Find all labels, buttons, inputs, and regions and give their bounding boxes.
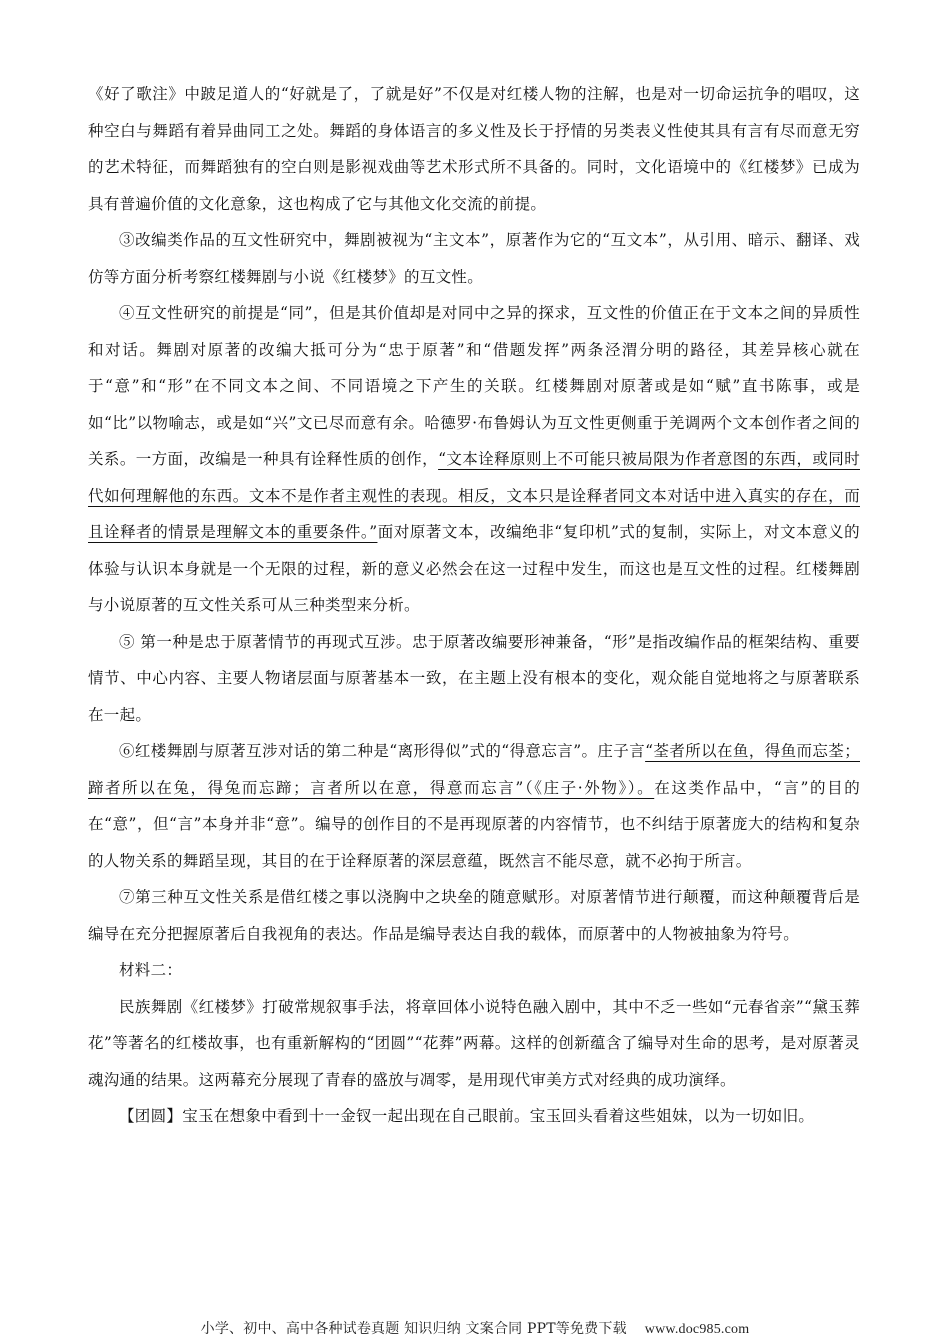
paragraph-3-text-b: 面对原著文本，改编绝非“复印机”式的复制，实际上，对文本意义的体验与认识本身就是一个无限的过程，新的意义必然会在这一过程中发生，而这也是互文性的过程。红楼舞剧与小说原著的互文性关系可从三种类型来分析。 <box>88 523 860 614</box>
paragraph-material-two <box>88 989 860 1099</box>
paragraph-7-third-type <box>88 879 860 952</box>
page-footer <box>0 1318 950 1338</box>
paragraph-3-text-a: ④互文性研究的前提是“同”，但是其价值却是对同中之异的探求，互文性的价值正在于文本之间的异质性和对话。舞剧对原著的改编大抵可分为“忠于原著”和“借题发挥”两条泾渭分明的路径，其差异核心就在于“意”和“形”在不同文本之间、不同语境之下产生的关联。红楼舞剧对原著或是如“赋”直书陈事，或是如“比”以物喻志，或是如“兴”文已尽而意有余。哈德罗·布鲁姆认为互文性更侧重于羌调两个文本创作者之间的关系。一方面，改编是一种具有诠释性质的创作， <box>88 304 860 468</box>
paragraph-4-text: ⑤ 第一种是忠于原著情节的再现式互涉。忠于原著改编要形神兼备，“形”是指改编作品的框架结构、重要情节、中心内容、主要人物诸层面与原著基本一致，在主题上没有根本的变化，观众能自觉地将之与原著联系在一起。 <box>88 632 860 724</box>
paragraph-2-text: ③改编类作品的互文性研究中，舞剧被视为“主文本”，原著作为它的“互文本”，从引用、暗示、翻译、戏仿等方面分析考察红楼舞剧与小说《红楼梦》的互文性。 <box>88 231 860 286</box>
paragraph-tuanyuan <box>88 1098 860 1135</box>
paragraph-1-text: 《好了歌注》中跛足道人的“好就是了，了就是好”不仅是对红楼人物的注解，也是对一切命运抗争的唱叹，这种空白与舞蹈有着异曲同工之处。舞蹈的身体语言的多义性及长于抒情的另类表义性使其具有言有尽而意无穷的艺术特征，而舞蹈独有的空白则是影视戏曲等艺术形式所不具备的。同时，文化语境中的《红楼梦》已成为具有普遍价值的文化意象，这也构成了它与其他文化交流的前提。 <box>88 85 860 213</box>
material-two-heading <box>88 952 860 989</box>
paragraph-3-intertext <box>88 222 860 295</box>
paragraph-9-text: 【团圆】宝玉在想象中看到十一金钗一起出现在自己眼前。宝玉回头看着这些姐妹，以为一切如旧。 <box>119 1107 815 1125</box>
paragraph-6-text: ⑦第三种互文性关系是借红楼之事以浇胸中之块垒的随意赋形。对原著情节进行颠覆，而这种颠覆背后是编导在充分把握原著后自我视角的表达。作品是编导表达自我的载体，而原著中的人物被抽象为符号。 <box>88 888 860 943</box>
material-two-label: 材料二： <box>119 961 183 979</box>
paragraph-4-premise <box>88 295 860 624</box>
paragraph-8-text: 民族舞剧《红楼梦》打破常规叙事手法，将章回体小说特色融入剧中，其中不乏一些如“元春省亲”“黛玉葬花”等著名的红楼故事，也有重新解构的“团圆”“花葬”两幕。这样的创新蕴含了编导对生命的思考，是对原著灵魂沟通的结果。这两幕充分展现了青春的盛放与凋零，是用现代审美方式对经典的成功演绎。 <box>88 997 860 1089</box>
paragraph-5-text-a: ⑥红楼舞剧与原著互涉对话的第二种是“离形得似”式的“得意忘言”。庄子言 <box>119 742 646 760</box>
paragraph-5-text-b: 在这类作品中，“言”的目的在“意”，但“言”本身并非“意”。编导的创作目的不是再现原著的内容情节，也不纠结于原著庞大的结构和复杂的人物关系的舞蹈呈现，其目的在于诠释原著的深层意蕴，既然言不能尽意，就不必拘于所言。 <box>88 778 861 870</box>
underlined-quotation-zhuangzi: “荃者所以在鱼，得鱼而忘荃；蹄者所以在兔，得兔而忘蹄；言者所以在意，得意而忘言”（《庄子·外物》）。 <box>88 742 860 797</box>
article-body <box>88 76 860 1135</box>
footer-text: 小学、初中、高中各种试卷真题 知识归纳 文案合同 PPT等免费下载 <box>200 1321 627 1337</box>
footer-site-link[interactable]: www.doc985.com <box>644 1322 750 1337</box>
paragraph-6-second-type <box>88 733 860 879</box>
paragraph-1 <box>88 76 860 222</box>
underlined-quotation-interpretation: “文本诠释原则上不可能只被局限为作者意图的东西，或同时代如何理解他的东西。文本不是作者主观性的表现。相反，文本只是诠释者同文本对话中进入真实的存在，而且诠释者的情景是理解文本的重要条件。” <box>88 450 860 541</box>
paragraph-5-first-type <box>88 624 860 734</box>
